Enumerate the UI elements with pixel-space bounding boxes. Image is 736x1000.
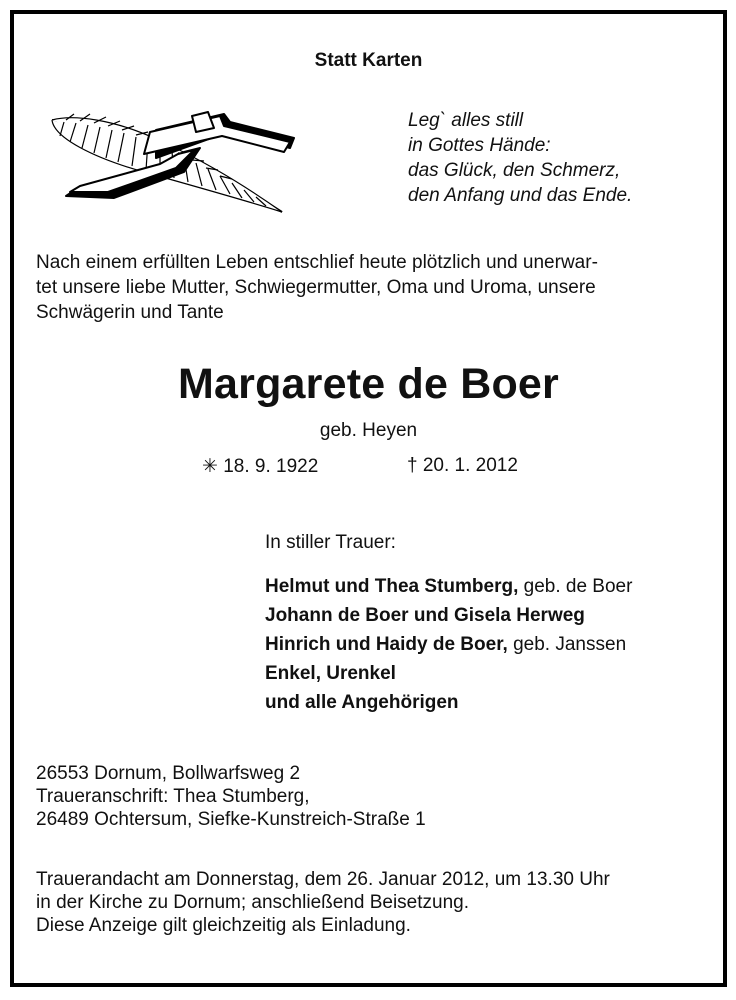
mourner-note: geb. de Boer (518, 576, 633, 597)
service-line: Trauerandacht am Donnerstag, dem 26. Januar 2012, um 13.30 Uhr (36, 869, 610, 890)
cross-with-palm-leaf-icon (44, 108, 306, 216)
mourner-entry (265, 688, 632, 717)
poem-line: Leg` alles still (408, 110, 524, 131)
death-date: † 20. 1. 2012 (407, 455, 518, 476)
intro-text (36, 250, 706, 325)
birth-date: ✳ 18. 9. 1922 (202, 456, 319, 477)
address-block (36, 762, 426, 831)
maiden-name: geb. Heyen (319, 420, 418, 441)
address-line: 26489 Ochtersum, Siefke-Kunstreich-Straße 1 (36, 809, 426, 830)
address-line: 26553 Dornum, Bollwarfsweg 2 (36, 763, 301, 784)
intro-line: Nach einem erfüllten Leben entschlief heute plötzlich und unerwar- (36, 252, 598, 273)
mourner-name: Helmut und Thea Stumberg, (265, 576, 519, 597)
service-line: Diese Anzeige gilt gleichzeitig als Einladung. (36, 915, 411, 936)
obituary-notice (10, 10, 727, 987)
service-info (36, 868, 610, 937)
mourner-name: und alle Angehörigen (265, 692, 459, 713)
poem (408, 108, 632, 208)
mourner-name: Hinrich und Haidy de Boer, (265, 634, 508, 655)
address-line: Traueranschrift: Thea Stumberg, (36, 786, 310, 807)
mourner-entry (265, 659, 632, 688)
poem-line: den Anfang und das Ende. (408, 185, 633, 206)
mourner-entry (265, 601, 632, 630)
mourner-note: geb. Janssen (507, 634, 627, 655)
mourner-entry (265, 630, 632, 659)
poem-line: in Gottes Hände: (408, 135, 551, 156)
poem-line: das Glück, den Schmerz, (408, 160, 621, 181)
intro-line: tet unsere liebe Mutter, Schwiegermutter, Oma und Uroma, unsere (36, 277, 596, 298)
deceased-name: Margarete de Boer (178, 360, 559, 408)
mourners-list (265, 572, 632, 717)
mourner-name: Johann de Boer und Gisela Herweg (265, 605, 585, 626)
mourners-label: In stiller Trauer: (265, 532, 396, 553)
intro-line: Schwägerin und Tante (36, 302, 224, 323)
service-line: in der Kirche zu Dornum; anschließend Beisetzung. (36, 892, 470, 913)
mourner-entry (265, 572, 632, 601)
mourner-name: Enkel, Urenkel (265, 663, 396, 684)
header-statt-karten: Statt Karten (314, 50, 423, 71)
